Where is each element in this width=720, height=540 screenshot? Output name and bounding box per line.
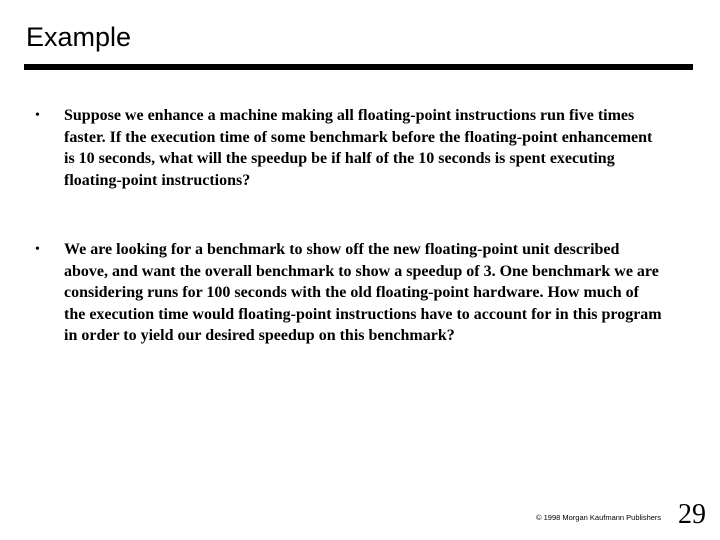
title-divider xyxy=(24,64,693,70)
bullet-marker: • xyxy=(35,242,40,257)
copyright-notice: © 1998 Morgan Kaufmann Publishers xyxy=(536,513,662,522)
page-number: 29 xyxy=(678,499,706,530)
bullet-marker: • xyxy=(35,108,40,123)
bullet-text-2: We are looking for a benchmark to show off the new floating-point unit described above, and want the overall benchmark to show a speedup of 3. One benchmark we are considering runs for 100 seconds with the old floating-point hardware. How much of the execution time would floating-point instructions have to account for in this program in order to yield our desired speedup on this benchmark? xyxy=(64,241,662,345)
slide-title: Example xyxy=(26,22,132,52)
bullet-text-1: Suppose we enhance a machine making all floating-point instructions run five times faster. If the execution time of some benchmark before the floating-point enhancement is 10 seconds, what will the speedup be if half of the 10 seconds is spent executing floating-point instructions? xyxy=(64,107,653,189)
